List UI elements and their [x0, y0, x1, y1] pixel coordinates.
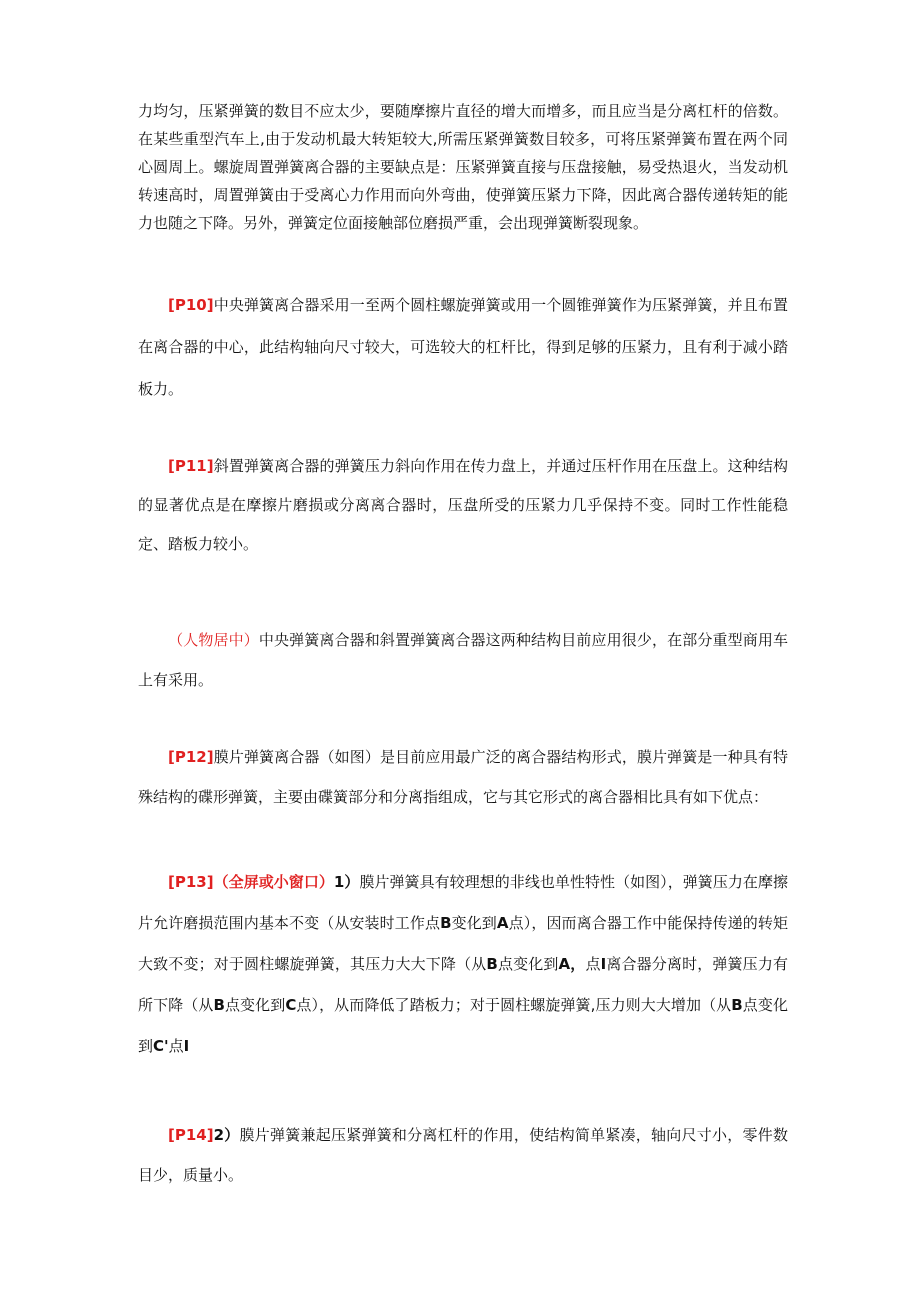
- paragraph-text: 膜片弹簧兼起压紧弹簧和分离杠杆的作用，使结构简单紧凑，轴向尺寸小，零件数目少，质量小。: [138, 1126, 788, 1184]
- paragraph-text: 点变化到: [138, 996, 788, 1055]
- point-label: C': [153, 1037, 169, 1055]
- paragraph-text: 变化到: [451, 914, 497, 932]
- paragraph-text: 点变化到: [224, 996, 286, 1014]
- slide-tag: [P13]（全屏或小窗口）: [168, 873, 334, 891]
- point-label: B: [486, 955, 498, 973]
- paragraph-text: 中央弹簧离合器和斜置弹簧离合器这两种结构目前应用很少，在部分重型商用车上有采用。: [138, 631, 788, 689]
- point-label: I: [183, 1037, 190, 1055]
- paragraph-p10: [138, 284, 788, 410]
- slide-tag: [P10]: [168, 296, 214, 314]
- paragraph-text: 点），从而降低了踏板力；对于圆柱螺旋弹簧,压力则大大增加（从: [296, 996, 732, 1014]
- item-number: 1）: [333, 873, 360, 891]
- point-label: A，: [558, 955, 586, 973]
- point-label: I: [600, 955, 607, 973]
- paragraph-text: 点），因而离合器工作中能保持传递的转矩大致不变；对于圆柱螺旋弹簧，其压力大大下降（从: [138, 914, 788, 973]
- point-label: B: [731, 996, 743, 1014]
- point-label: B: [213, 996, 225, 1014]
- slide-tag: [P11]: [168, 457, 214, 475]
- paragraph-text: 膜片弹簧离合器（如图）是目前应用最广泛的离合器结构形式，膜片弹簧是一种具有特殊结构的碟形弹簧，主要由碟簧部分和分离指组成，它与其它形式的离合器相比具有如下优点：: [138, 748, 788, 806]
- paragraph-p11: [138, 447, 788, 564]
- paragraph-p12: [138, 737, 788, 817]
- paragraph-p13: [138, 862, 788, 1067]
- slide-tag: [P14]: [168, 1126, 214, 1144]
- paragraph-text: 中央弹簧离合器采用一至两个圆柱螺旋弹簧或用一个圆锥弹簧作为压紧弹簧，并且布置在离合器的中心，此结构轴向尺寸较大，可选较大的杠杆比，得到足够的压紧力，且有利于减小踏板力。: [138, 296, 788, 398]
- paragraph-text: 点变化到: [497, 955, 559, 973]
- item-number: 2）: [213, 1126, 240, 1144]
- paragraph-text: 斜置弹簧离合器的弹簧压力斜向作用在传力盘上，并通过压杆作用在压盘上。这种结构的显著优点是在摩擦片磨损或分离离合器时，压盘所受的压紧力几乎保持不变。同时工作性能稳定、踏板力较小。: [138, 457, 788, 553]
- slide-tag: [P12]: [168, 748, 214, 766]
- paragraph-intro: [138, 97, 788, 237]
- paragraph-text: 点: [168, 1037, 184, 1055]
- paragraph-text: 点: [585, 955, 601, 973]
- paragraph-text: 离合器分离时，弹簧压力有所下降（从: [138, 955, 788, 1014]
- paragraph-role-note: [138, 620, 788, 700]
- paragraph-p14: [138, 1115, 788, 1195]
- paragraph-text: 力均匀，压紧弹簧的数目不应太少，要随摩擦片直径的增大而增多，而且应当是分离杠杆的倍数。在某些重型汽车上,由于发动机最大转矩较大,所需压紧弹簧数目较多，可将压紧弹簧布置在两个同心圆周上。螺旋周置弹簧离合器的主要缺点是：压紧弹簧直接与压盘接触，易受热退火，当发动机转速高时，周置弹簧由于受离心力作用而向外弯曲，使弹簧压紧力下降，因此离合器传递转矩的能力也随之下降。另外，弹簧定位面接触部位磨损严重，会出现弹簧断裂现象。: [138, 102, 788, 232]
- point-label: B: [440, 914, 452, 932]
- stage-direction-tag: （人物居中）: [168, 631, 259, 649]
- paragraph-text: 膜片弹簧具有较理想的非线也单性特性（如图），弹簧压力在摩擦片允许磨损范围内基本不变（从安装时工作点: [138, 873, 788, 932]
- point-label: C: [285, 996, 297, 1014]
- point-label: A: [496, 914, 509, 932]
